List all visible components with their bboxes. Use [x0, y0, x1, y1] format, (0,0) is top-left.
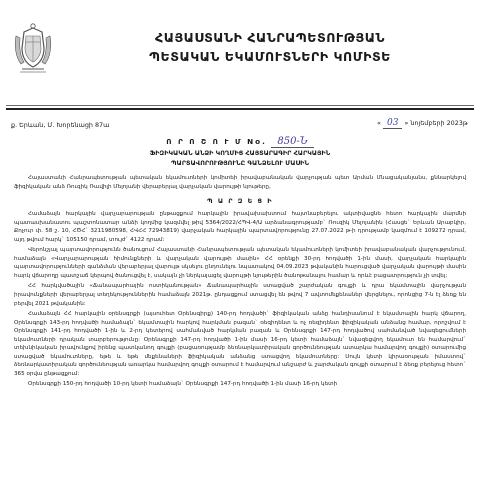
date-month-year: » նոյեմբերի 2023թ: [404, 119, 468, 127]
order-number-handwritten: 850-Ն: [271, 136, 313, 148]
order-title: [0, 136, 480, 147]
order-subtitle-line1: ՖԻԶԻԿԱԿԱՆ ԱՆՁԻ ԿՈՂՄԻՑ ՀԱՅՏԱՐԱԳԻՐ ՀԱՐԿԱՅԻՆ: [149, 149, 331, 157]
order-label: Ո Ր Ո Շ Ո Ւ Մ No.: [166, 137, 267, 146]
header-divider-thin: [6, 105, 474, 106]
issue-location: ք. Երևան, Մ. Խորենացի 87ա: [11, 121, 110, 129]
issuing-authority-header: [60, 30, 480, 64]
intro-paragraph-block: [14, 174, 466, 193]
intro-paragraph: Հայաստանի Հանրապետության պետական եկամուտների կոմիտեի իրավաբանական վարչության պետ Արման Մնացականյանս, քննարկելով ֆիզիկական անձ Ռուզիկ Ռավիլի Մելոյանի վերաբերյալ վարչական վարույթի նյութերը,: [14, 175, 466, 190]
body-paragraph: Վերոնշյալ պարտավորությունն ծանուցում Հայաստանի Հանրապետության պետական եկամուտների կոմիտեի իրավաբանական վարչությունում, համաձայն «Վարչարարության հիմունքների և վարչական վարույթի մասին» ՀՀ օրենքի 30-րդ հոդվածի 1-ին մասի, վարչական հարկային պարտավորությունների գանձման վերաբերյալ վարույթ սկսելու ընդունելու նպատակով 04.09.2023 թվականին հարուցված վարչական վարույթի մասին հարկ վճարողը պատշաճ կերպով ծանուցվել է, սակայն չի ներկայացել վարույթի նյութերին ծանոթանալու համար և որևէ բացատրություն չի տվել:: [14, 247, 466, 279]
body-paragraphs: [14, 210, 466, 391]
section-heading-found: Պ Ա Ր Զ Ե Ց Ի: [207, 197, 273, 205]
body-paragraph: ՀՀ հարկվածային «Ճանապարհային ոստիկանության» Ճանապարհային ստացված շարժական գույքի և դրա եկամտային վարչության իրավունքների վերաբերյալ տեղեկություններին համաձայն 2021թ. ընդացքում ստացվել են թվով 7 ավտոմեքենաներ վերցնելու, որոնցից 7-ն էլ ձեռք են բերվել 2021 թվականին:: [14, 283, 466, 307]
date-day-handwritten: 03: [383, 118, 402, 129]
date-open-quote: «: [377, 119, 381, 127]
issue-date: [377, 118, 468, 129]
order-subtitle-line2: ՊԱՐՏԱՎՈՐՈՒԹՅՈՒՆԸ ԳԱՆՁԵԼՈՒ ՄԱՍԻՆ: [171, 159, 309, 167]
body-paragraph: Համաձայն ՀՀ հարկային օրենսգրքի (այսուհետ Օրենսգիրք) 140-րդ հոդվածի` ֆիզիկական անձը հանդիսանում է եկամտային հարկ վճարող, Օրենսգրքի 143-րդ հոդվածի համաձայն` եկամտային հարկով հարկման բազան` ռեզիդենտ և ոչ ռեզիդենտ ֆիզիկական անձանց համար, որոշվում է Օրենսգրքի 141-րդ հոդվածի 1-ին և 2-րդ կետերով սահմանված հարկման բազան և Օրենսգրքի 147-րդ հոդվածով սահմանված նվազեցումների եկամուտների դրական տարբերությունը: Օրենսգրքի 147-րդ հոդվածի 1-ին մասի 16-րդ կետի համաձայն` նվազեցվող եկամուտ են համարվում` տեխնիկական իրավունքով իրենց պատկանող գույքի (բացառությամբ ձեռնարկատիրական գործունեության ատարկա համարվող գույքի) օտարումից ստացված եկամուտները, եթե և եթե մեքենաների ֆիզիկական անձանց ստացվող եկամուտները: Սույն կետի կիրառության իմաստով` ձեռնարկատիրական գործունեության առարկա համարվող գույքի օտարում է համարվում անշարժ և շարժական գույքի օտարում է ձեռք բերելուց հետո` 365 օրվա ընթացքում:: [14, 310, 466, 378]
header-republic-name: ՀԱՅԱՍՏԱՆԻ ՀԱՆՐԱՊԵՏՈՒԹՅԱՆ: [155, 30, 385, 45]
body-paragraph: Օրենսգրքի 150-րդ հոդվածի 10-րդ կետի համաձայն` Օրենսգրքի 147-րդ հոդվածի 1-ին մասի 16-րդ կետի: [28, 381, 338, 388]
coat-of-arms-emblem: [12, 22, 54, 74]
header-divider-thick: [6, 108, 474, 110]
header-committee-name: ՊԵՏԱԿԱՆ ԵԿԱՄՈՒՏՆԵՐԻ ԿՈՄԻՏԵ: [149, 49, 391, 64]
body-paragraph: Համաձայն հարկային վարչարարության ընթացքում հարկային իրավախախտում հայտնաբերելու ակտիվացնե հետո հարկային մարմնի պատասխանատու պաշտոնատար անձի կողմից կազմվել թիվ 5364/2022/ՀՊՎ-4/Ա արձանագրությամբ` Ռուզիկ Մելոյանին (Հասցե` Երևան Արաբկիր, Քոչուր փ. 58 շ. 10, ՀԾՀ` 3211980598, ՀՎՀՀ 72943819) վարչական հարկային պարտավորությունը 27.07.2022 թ-ի դրությամբ կազմում է 109272 դրամ, այդ թվում հարկ` 105150 դրամ, տույժ` 4122 դրամ:: [14, 211, 466, 243]
